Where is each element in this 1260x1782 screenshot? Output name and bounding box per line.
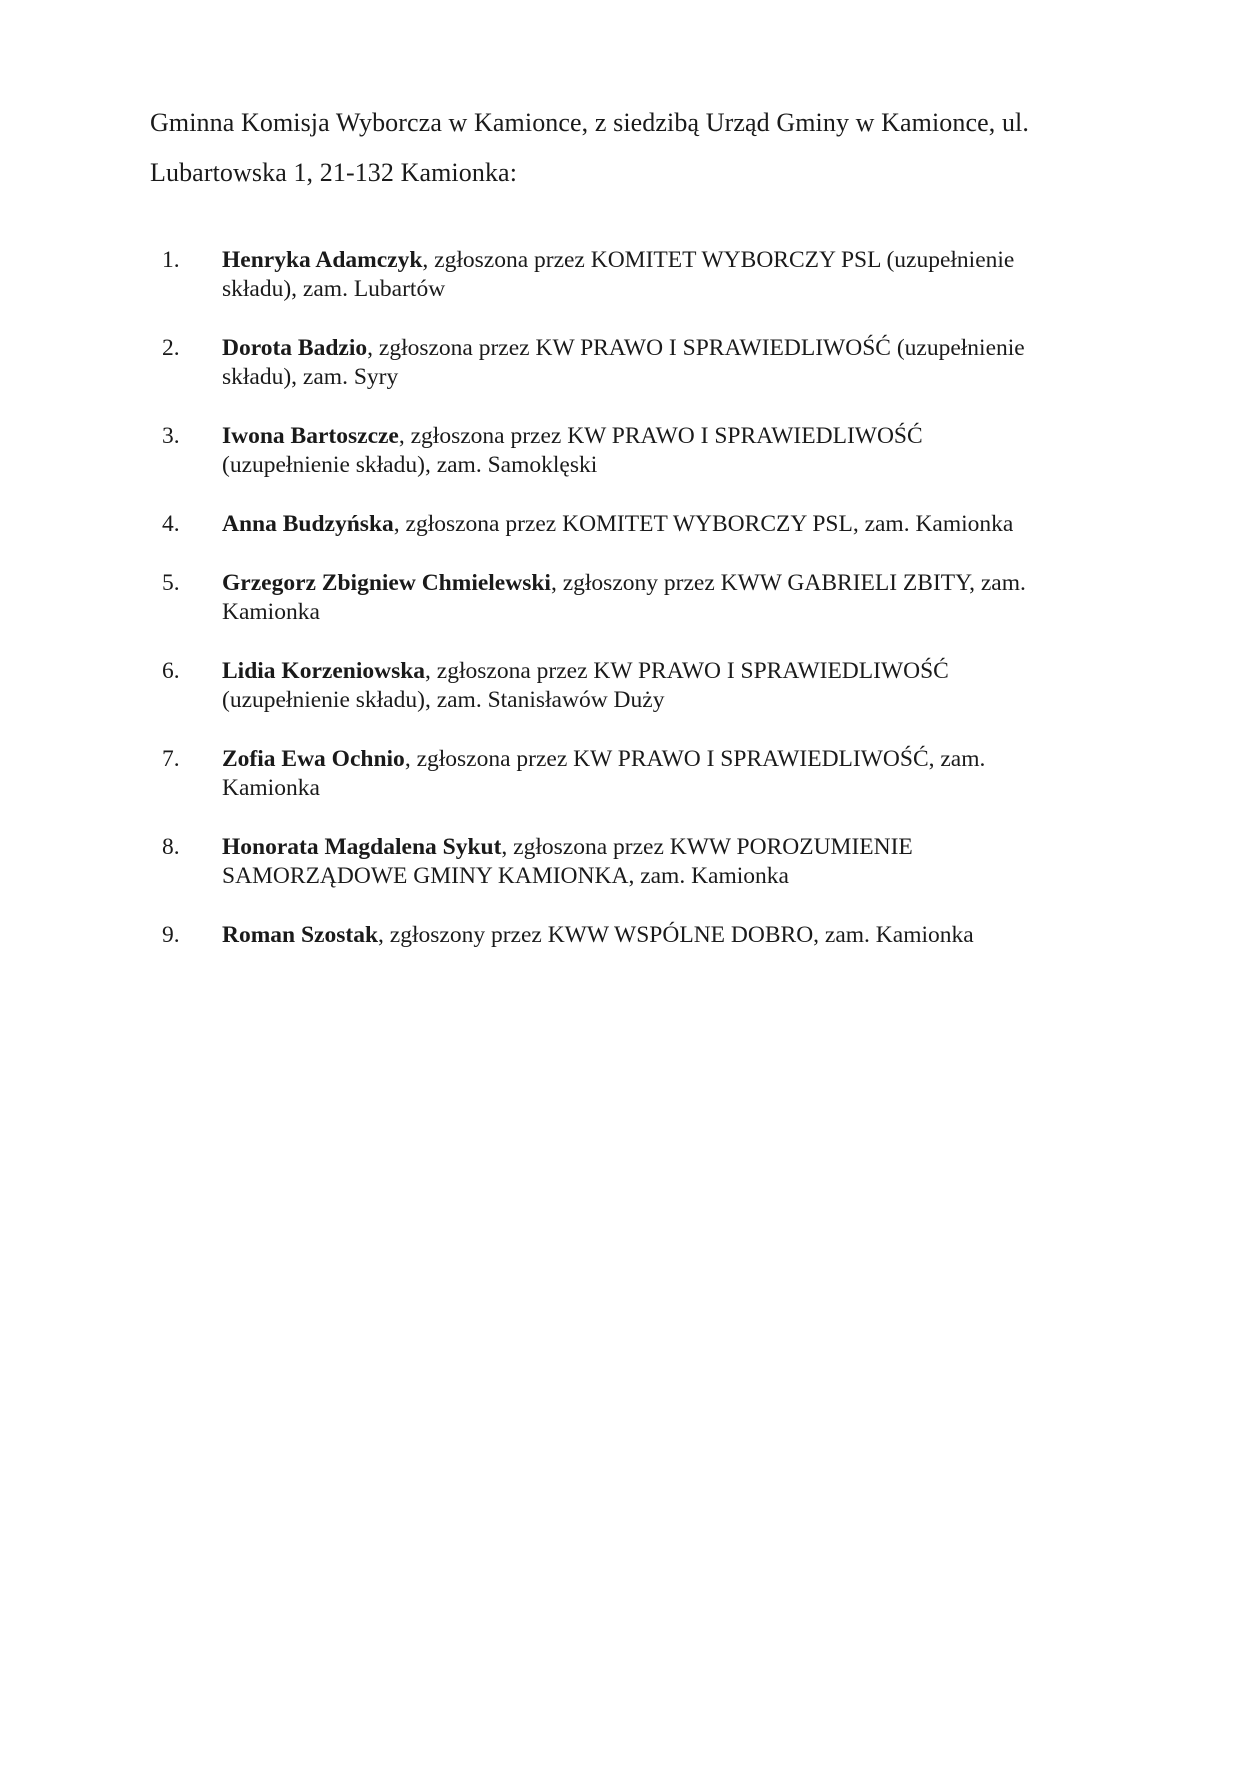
list-item xyxy=(150,334,1112,392)
member-name: Grzegorz Zbigniew Chmielewski xyxy=(222,570,551,596)
member-name: Iwona Bartoszcze xyxy=(222,423,399,449)
member-name: Dorota Badzio xyxy=(222,335,368,361)
list-item xyxy=(150,921,1112,950)
list-item xyxy=(150,833,1112,891)
member-details: , zgłoszona przez KW PRAWO I SPRAWIEDLIWOŚĆ xyxy=(425,658,949,684)
member-details: , zgłoszony przez KWW WSPÓLNE DOBRO, zam. Kamionka xyxy=(378,922,974,948)
member-details: , zgłoszona przez KOMITET WYBORCZY PSL, zam. Kamionka xyxy=(393,511,1014,537)
member-details: , zgłoszony przez KWW GABRIELI ZBITY, zam. xyxy=(550,570,1026,596)
member-details-cont: SAMORZĄDOWE GMINY KAMIONKA, zam. Kamionka xyxy=(222,863,789,889)
heading-line-2: Lubartowska 1, 21-132 Kamionka: xyxy=(150,158,518,187)
member-details-cont: składu), zam. Lubartów xyxy=(222,276,446,302)
member-name: Lidia Korzeniowska xyxy=(222,658,426,684)
item-number: 8. xyxy=(162,834,180,860)
item-number: 7. xyxy=(162,746,180,772)
item-number: 2. xyxy=(162,335,180,361)
list-item xyxy=(150,569,1112,627)
member-name: Anna Budzyńska xyxy=(222,511,394,537)
item-number: 3. xyxy=(162,423,180,449)
item-number: 9. xyxy=(162,922,180,948)
member-details-cont: (uzupełnienie składu), zam. Stanisławów Duży xyxy=(222,687,665,713)
item-number: 6. xyxy=(162,658,180,684)
list-item xyxy=(150,657,1112,715)
list-item xyxy=(150,422,1112,480)
heading-line-1: Gminna Komisja Wyborcza w Kamionce, z siedzibą Urząd Gminy w Kamionce, ul. xyxy=(150,108,1029,137)
member-details: , zgłoszona przez KW PRAWO I SPRAWIEDLIWOŚĆ xyxy=(398,423,923,449)
member-name: Henryka Adamczyk xyxy=(222,247,423,273)
list-item xyxy=(150,510,1112,539)
item-number: 1. xyxy=(162,247,180,273)
member-details-cont: (uzupełnienie składu), zam. Samoklęski xyxy=(222,452,598,478)
item-number: 4. xyxy=(162,511,180,537)
member-details-cont: Kamionka xyxy=(222,775,320,801)
member-details: , zgłoszona przez KWW POROZUMIENIE xyxy=(501,834,913,860)
members-list xyxy=(150,246,1112,980)
member-details: , zgłoszona przez KW PRAWO I SPRAWIEDLIWOŚĆ, zam. xyxy=(404,746,986,772)
member-details: , zgłoszona przez KW PRAWO I SPRAWIEDLIWOŚĆ (uzupełnienie xyxy=(367,335,1025,361)
member-details-cont: składu), zam. Syry xyxy=(222,364,399,390)
list-item xyxy=(150,745,1112,803)
member-details: , zgłoszona przez KOMITET WYBORCZY PSL (uzupełnienie xyxy=(422,247,1015,273)
item-number: 5. xyxy=(162,570,180,596)
member-details-cont: Kamionka xyxy=(222,599,320,625)
member-name: Zofia Ewa Ochnio xyxy=(222,746,405,772)
list-item xyxy=(150,246,1112,304)
member-name: Roman Szostak xyxy=(222,922,379,948)
member-name: Honorata Magdalena Sykut xyxy=(222,834,502,860)
commission-heading xyxy=(150,98,1112,198)
